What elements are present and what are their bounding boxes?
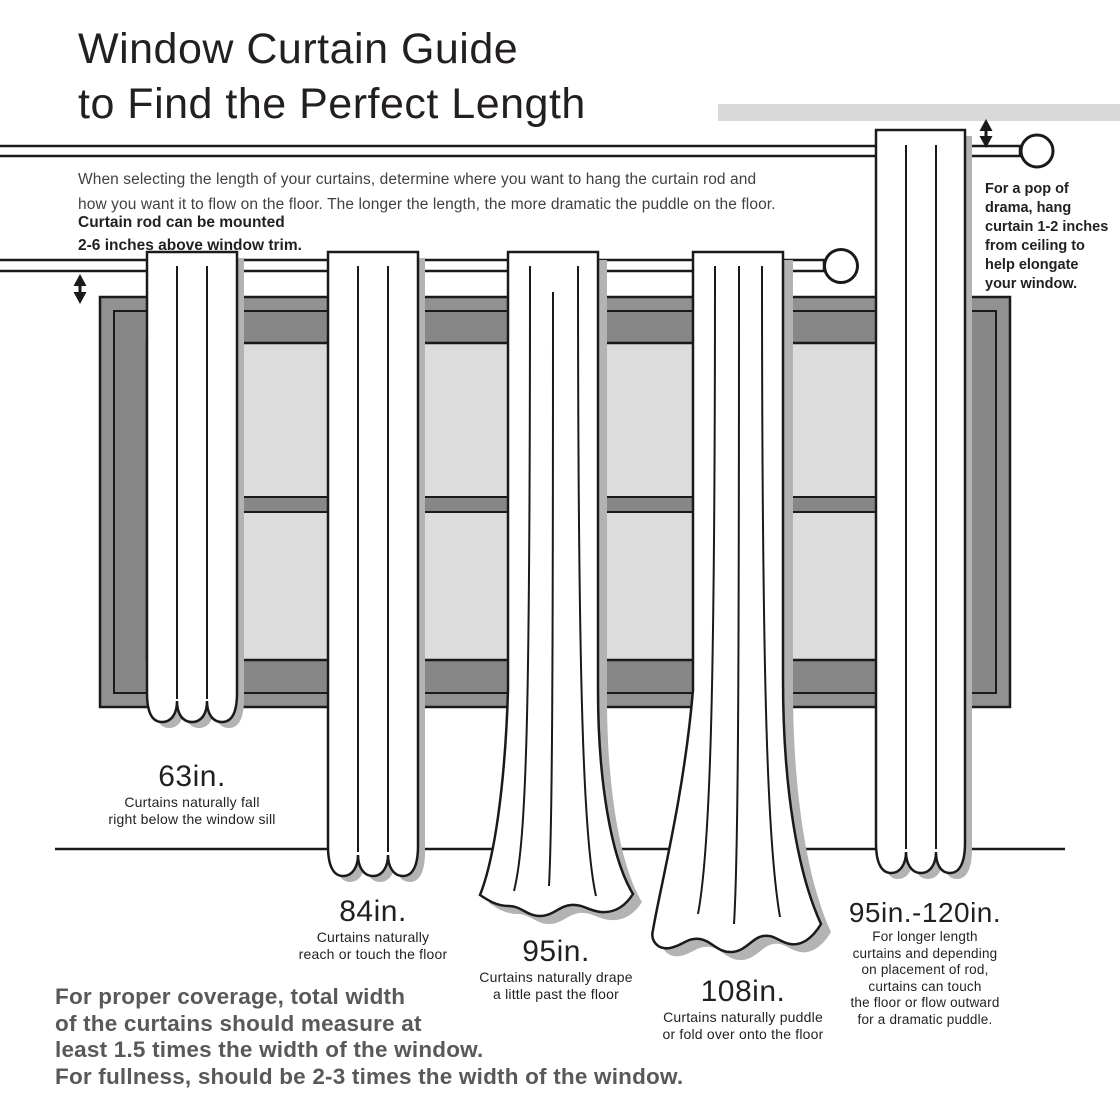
curtain-desc-line: For longer length xyxy=(872,929,978,944)
rod-finial-icon xyxy=(1021,135,1053,167)
curtain-desc-line: Curtains naturally fall xyxy=(124,794,260,810)
rod-mount-note xyxy=(78,211,302,257)
curtain-95-120in-shape xyxy=(876,130,972,879)
curtain-63in-shape xyxy=(147,252,244,728)
ceiling-gap-arrow-icon xyxy=(980,119,993,148)
coverage-line: For proper coverage, total width xyxy=(55,984,406,1009)
coverage-line: least 1.5 times the width of the window. xyxy=(55,1037,484,1062)
curtain-desc-line: for a dramatic puddle. xyxy=(857,1011,993,1027)
curtain-length-value: 95in.-120in. xyxy=(848,897,1002,928)
curtain-desc-line: reach or touch the floor xyxy=(298,946,448,962)
drama-note-line: curtain 1-2 inches xyxy=(985,219,1109,235)
rod-finial-icon xyxy=(825,250,858,283)
intro-line-1: When selecting the length of your curtains, determine where you want to hang the curtain rod and xyxy=(78,171,757,188)
curtain-desc-line: Curtains naturally puddle xyxy=(663,1009,823,1025)
curtain-desc-line: curtains and depending xyxy=(852,945,998,961)
curtain-desc-line: on placement of rod, xyxy=(861,962,989,977)
intro-line-2: how you want it to flow on the floor. The longer the length, the more dramatic the puddle on the floor. xyxy=(78,196,776,213)
title-line-1: Window Curtain Guide xyxy=(78,25,519,73)
curtain-desc-line: or fold over onto the floor xyxy=(662,1026,824,1042)
rod-mount-gap-arrow-icon xyxy=(74,274,87,304)
curtain-desc-line: right below the window sill xyxy=(108,811,276,827)
ceiling-accent-bar xyxy=(718,104,1120,121)
curtain-label-95-120in xyxy=(810,897,1040,1028)
curtain-length-value: 108in. xyxy=(700,975,786,1008)
rod-note-line-1: Curtain rod can be mounted xyxy=(78,214,285,231)
drama-note-line: from ceiling to xyxy=(985,238,1085,254)
drama-note-line: For a pop of xyxy=(985,181,1069,197)
curtain-desc-line: the floor or flow outward xyxy=(850,995,1000,1010)
curtain-length-value: 63in. xyxy=(158,760,226,793)
rod-note-line-2: 2-6 inches above window trim. xyxy=(78,237,302,254)
drama-note xyxy=(985,180,1108,294)
curtain-length-value: 84in. xyxy=(339,895,407,928)
curtain-84in-shape xyxy=(328,252,425,882)
curtain-label-84in xyxy=(273,895,473,963)
drama-note-line: help elongate xyxy=(985,257,1079,273)
intro-text xyxy=(78,167,776,217)
page-title xyxy=(78,22,586,132)
curtain-desc-line: curtains can touch xyxy=(868,978,982,994)
curtain-label-63in xyxy=(92,760,292,828)
coverage-note xyxy=(55,984,683,1090)
coverage-line: of the curtains should measure at xyxy=(55,1010,422,1036)
curtain-desc-line: Curtains naturally drape xyxy=(479,969,633,985)
coverage-line: For fullness, should be 2-3 times the width of the window. xyxy=(55,1063,684,1089)
curtain-desc-line: Curtains naturally xyxy=(316,929,430,945)
drama-note-line: drama, hang xyxy=(985,200,1072,216)
drama-note-line: your window. xyxy=(985,276,1078,292)
curtain-desc-line: a little past the floor xyxy=(493,986,619,1002)
curtain-length-value: 95in. xyxy=(522,935,590,968)
title-line-2: to Find the Perfect Length xyxy=(78,80,586,128)
